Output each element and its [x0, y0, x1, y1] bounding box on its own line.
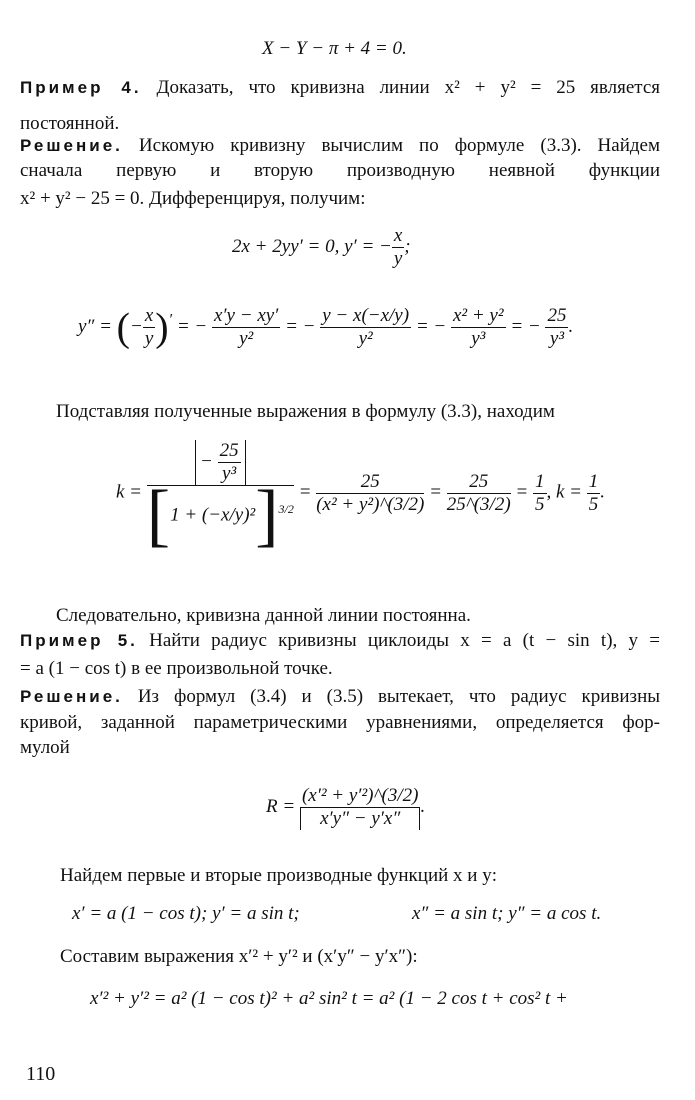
semicolon: ;: [404, 235, 411, 257]
frac-denominator: y: [144, 328, 154, 349]
frac-numerator: (x′² + y′²)^(3/2): [301, 785, 419, 806]
equation-top: X − Y − π + 4 = 0.: [262, 38, 407, 59]
paren-close: ): [155, 304, 169, 350]
frac-denominator: 5: [588, 493, 599, 515]
example-5-line-1: [20, 630, 660, 652]
first-derivatives: x′ = a (1 − cos t); y′ = a sin t;: [72, 903, 300, 924]
frac-numerator: x: [144, 305, 154, 326]
example-5-line-2: = a (1 − cos t) в ее произвольной точке.: [20, 658, 333, 679]
ypp-fraction-2: [320, 305, 411, 350]
solution-4-line-1: [20, 135, 660, 157]
example-4-line-2: постоянной.: [20, 113, 120, 134]
frac-denominator: y³: [471, 328, 486, 349]
frac-numerator: 25: [447, 471, 511, 494]
solution-4-heading: Решение.: [20, 136, 123, 155]
ypp-inner-fraction: [143, 305, 155, 350]
first-derivative-text: 2x + 2yy′ = 0, y′ = −: [232, 235, 392, 257]
minus-sign: −: [130, 315, 143, 337]
example-5-heading: Пример 5.: [20, 631, 138, 650]
frac-denominator: y³: [549, 328, 565, 349]
ypp-fraction-1: [212, 305, 280, 350]
k-big-fraction: [146, 440, 294, 554]
first-derivative-equation: [232, 225, 411, 270]
frac-numerator: 1: [535, 470, 545, 492]
solution-5-text: Из формул (3.4) и (3.5) вытекает, что радиус кривизны: [122, 686, 660, 707]
ypp-fraction-3: [451, 305, 506, 350]
substitution-text: Подставляя полученные выражения в формулу (3.3), находим: [56, 401, 555, 422]
k-den-text: 1 + (−x/y)²: [170, 504, 256, 526]
frac-denominator: y²: [358, 328, 373, 349]
solution-4-line-3: x² + y² − 25 = 0. Дифференцируя, получим:: [20, 188, 366, 209]
k-fraction-3: [447, 471, 511, 516]
frac-denominator: 25^(3/2): [446, 493, 511, 515]
k-lhs: k =: [116, 481, 143, 503]
k-fraction-2: [316, 471, 424, 516]
frac-numerator: x′y − xy′: [213, 305, 279, 326]
abs-fraction: [218, 440, 241, 485]
solution-5-line-3: мулой: [20, 737, 70, 758]
ypp-fraction-4: [545, 305, 568, 350]
ypp-lhs: y″ =: [78, 315, 112, 337]
abs-value: − $\frac{25}{\text{y³}}$: [195, 440, 246, 485]
example-4-text: Доказать, что кривизна линии x² + y² = 25 является: [141, 77, 660, 98]
solution-4-text: Искомую кривизну вычислим по формуле (3.3). Найдем: [122, 135, 660, 156]
curvature-equation: k = − $\frac{25}{\text{y³}}$ $[1 + (-x/y)^2]^{3/2}$ = $\frac{25}{\text{(x² + y²)\textasciicircum{}(3/2)}}$ = $\frac{25}{25\^{}(3/2)}$ = $\frac{1}{5}$ , k = $\frac{1}{5}$ .: [116, 440, 606, 554]
k-fraction-4: [533, 471, 547, 516]
bracket-open: [: [146, 477, 171, 554]
solution-4-line-2: сначала первую и вторую производную неявной функции: [20, 160, 660, 181]
first-derivative-fraction: [392, 225, 404, 270]
solution-5-line-2: кривой, заданной параметрическими уравнениями, определяется фор-: [20, 712, 660, 733]
second-derivative-equation: y″ = (− $\frac{x}{y}$ )′ = − $\frac{x'y - xy'}{\text{y²}}$ = − $\frac{y - x(-x/y)}{\text{y²}}$ = − $\frac{\text{x² + y²}}{\text{y³}}$ = − $\frac{25}{\text{y³}}$ .: [78, 304, 574, 350]
frac-denominator: y: [393, 248, 403, 269]
find-derivatives-text: Найдем первые и вторые производные функций x и y:: [60, 865, 497, 886]
frac-denominator: 5: [535, 493, 545, 515]
second-derivatives: x″ = a sin t; y″ = a cos t.: [412, 903, 602, 924]
R-lhs: R =: [266, 795, 296, 817]
frac-numerator: 25: [219, 440, 239, 461]
example-4-heading: Пример 4.: [20, 78, 142, 97]
frac-numerator: x² + y²: [452, 305, 504, 326]
k-final-lhs: k =: [556, 481, 583, 503]
frac-denominator: y³: [222, 463, 237, 484]
k-final-fraction: [587, 471, 601, 516]
compose-text: Составим выражения x′² + y′² и (x′y″ − y′x″):: [60, 946, 418, 967]
page-number: 110: [26, 1063, 56, 1085]
frac-denominator: y²: [239, 328, 254, 349]
example-4-line-1: [20, 77, 660, 99]
frac-numerator: x: [393, 225, 403, 246]
conclusion-text: Следовательно, кривизна данной линии постоянна.: [56, 605, 471, 626]
frac-denominator: x′y″ − y′x″: [300, 808, 421, 830]
k-power: 3/2: [278, 502, 294, 517]
frac-numerator: y − x(−x/y): [322, 305, 410, 326]
bracket-close: ]: [255, 477, 279, 554]
frac-numerator: 25: [547, 305, 567, 326]
R-fraction: [300, 785, 421, 830]
k-big-denominator: [146, 477, 294, 554]
solution-5-line-1: [20, 686, 660, 708]
frac-denominator: (x² + y²)^(3/2): [316, 493, 425, 515]
final-equation: x′² + y′² = a² (1 − cos t)² + a² sin² t = a² (1 − 2 cos t + cos² t +: [90, 988, 568, 1009]
solution-5-heading: Решение.: [20, 687, 123, 706]
example-5-text: Найти радиус кривизны циклоиды x = a (t − sin t), y =: [137, 630, 660, 651]
frac-numerator: 25: [316, 471, 424, 494]
paren-open: (: [116, 304, 130, 350]
radius-formula: R = $\frac{\text{(x′² + y′²)\textasciicircum{}(3/2)}}{x'y'' - y'x''}$ .: [266, 785, 426, 829]
frac-numerator: 1: [588, 470, 599, 492]
